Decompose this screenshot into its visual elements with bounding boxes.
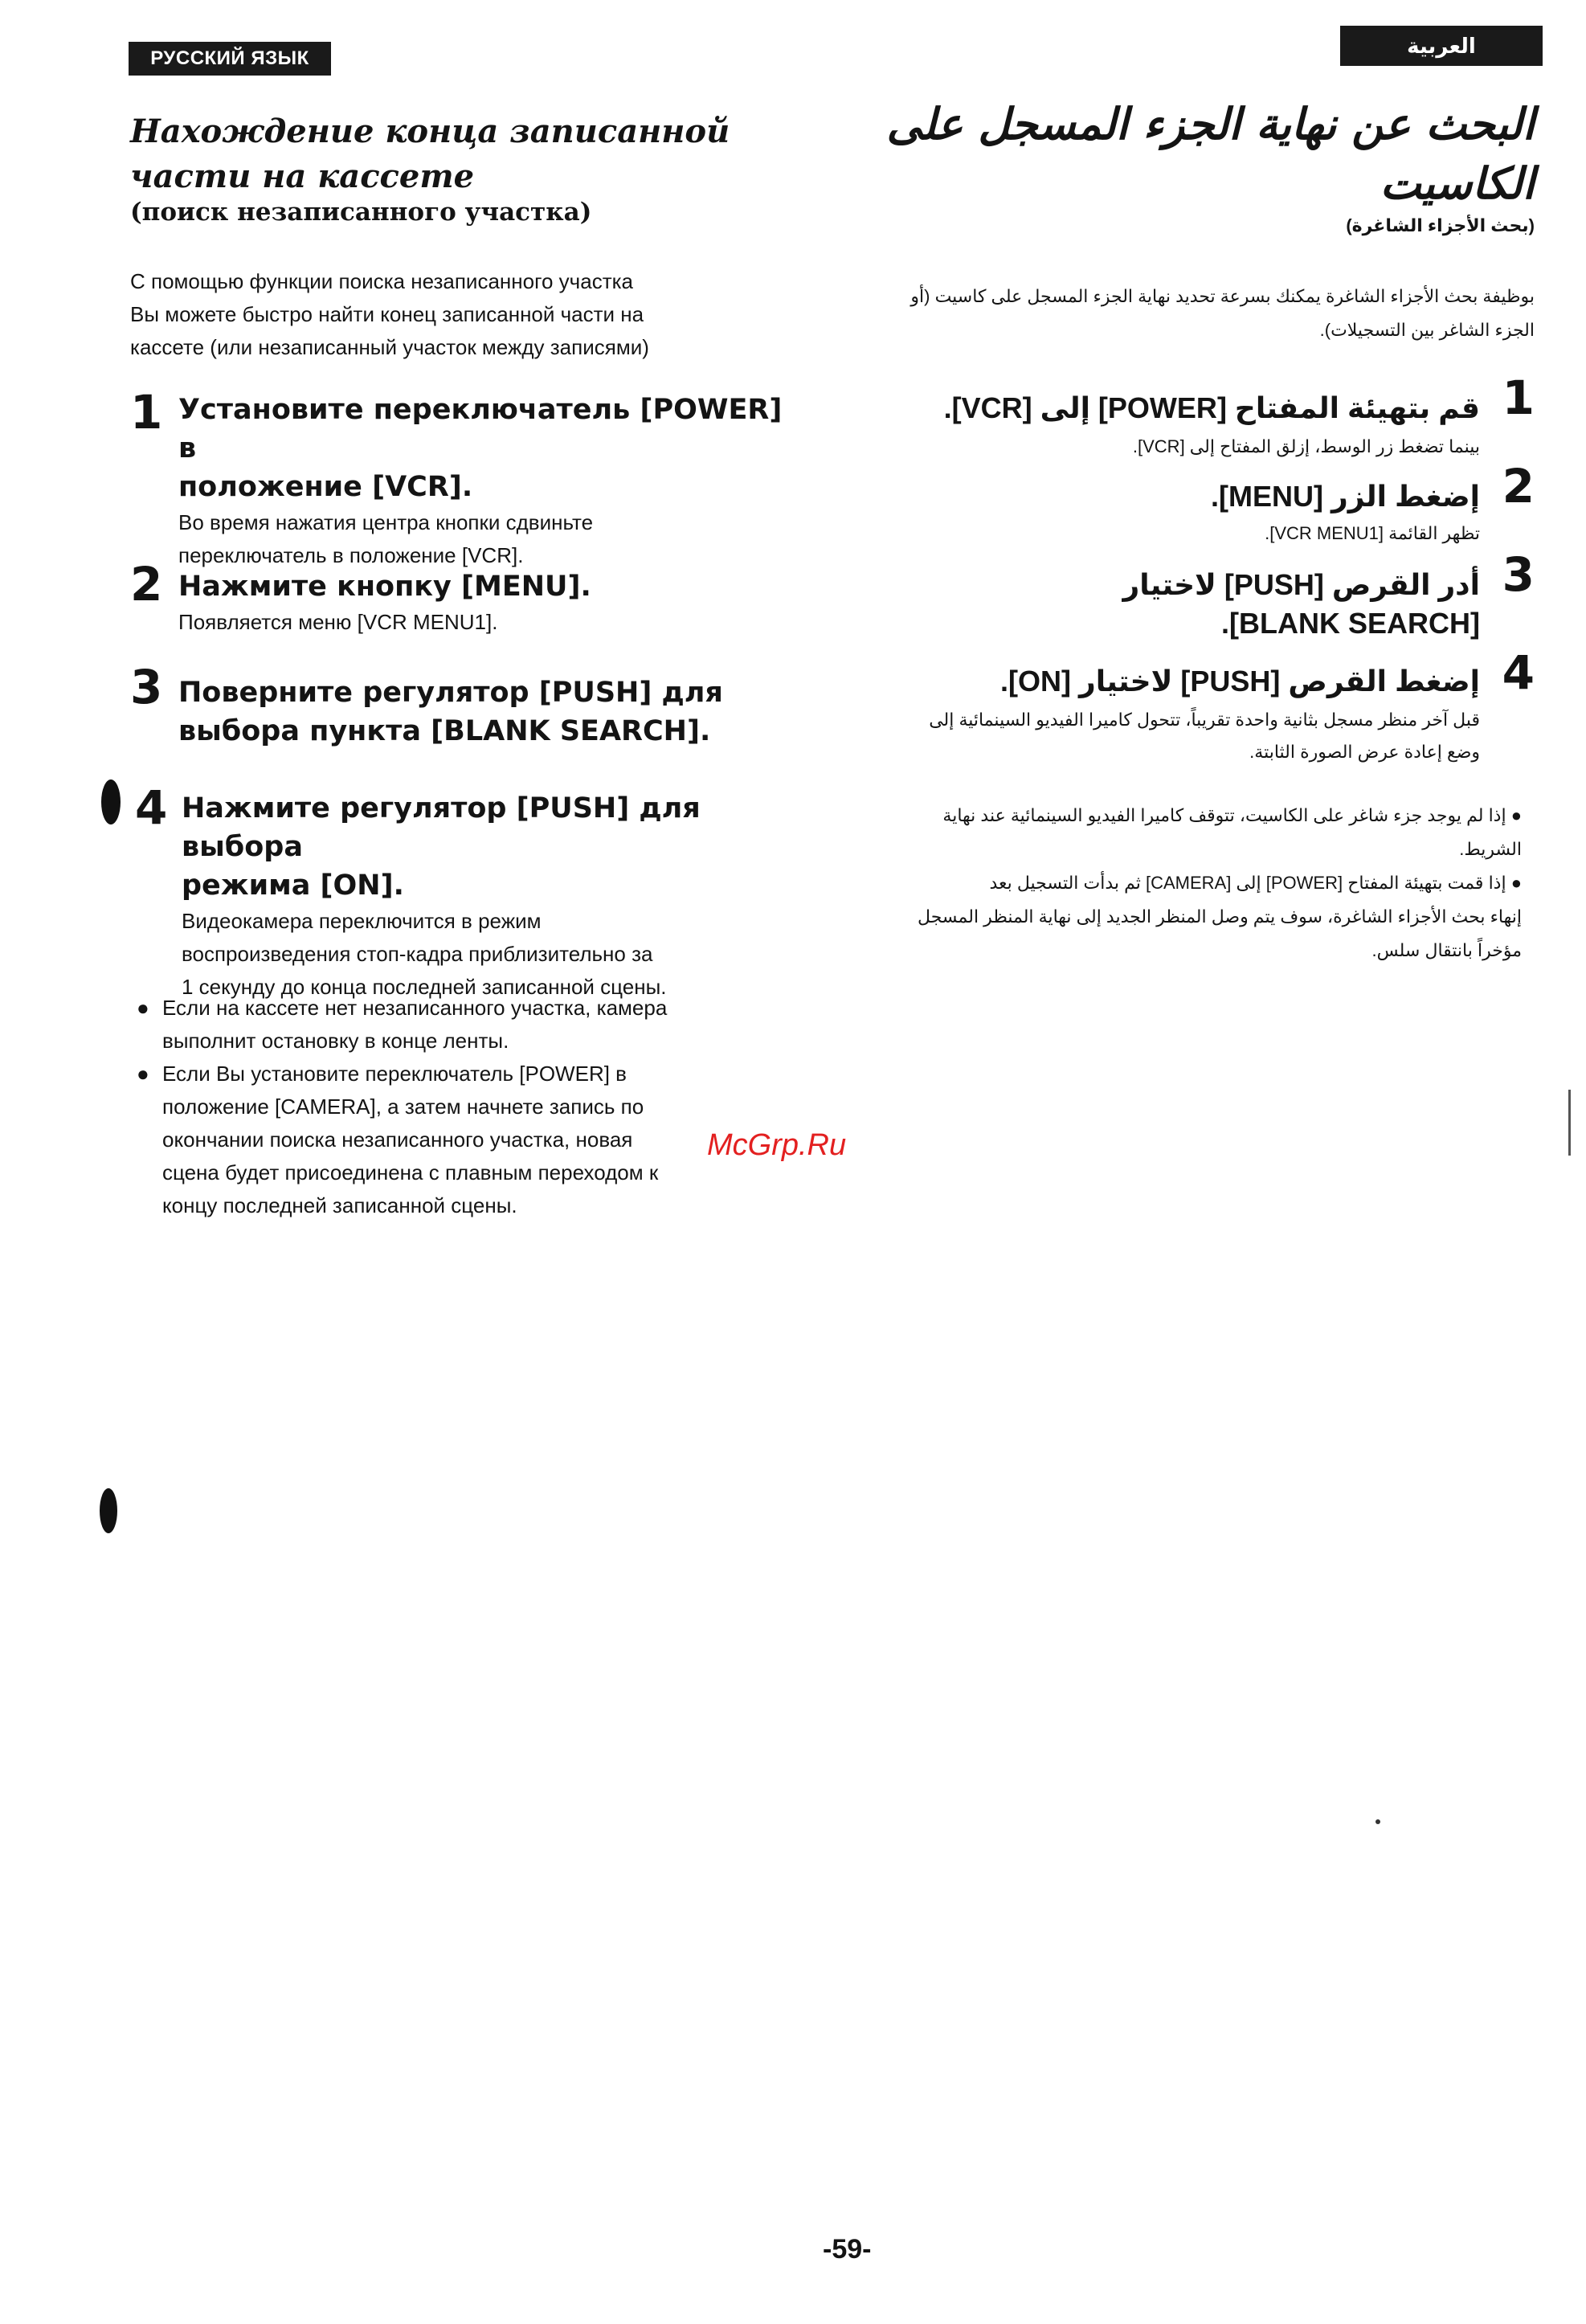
ar-step-number: 4 xyxy=(1502,645,1535,700)
ru-intro-line: Вы можете быстро найти конец записанной части на xyxy=(130,302,644,326)
ar-step-heading: إضغط القرص [PUSH] لاختيار [ON]. xyxy=(1000,665,1480,698)
ru-intro xyxy=(130,265,789,364)
ar-note-text: إذا لم يوجد جزء شاغر على الكاسيت، تتوقف كاميرا الفيديو السينمائية عند نهاية xyxy=(942,805,1506,825)
ru-note-item xyxy=(137,1058,795,1222)
ar-step-heading xyxy=(901,566,1480,643)
ar-note-item xyxy=(895,799,1522,866)
ru-step-number: 2 xyxy=(130,557,163,612)
ru-step-4 xyxy=(182,789,808,1004)
ar-title-line: البحث عن نهاية الجزء المسجل على xyxy=(886,99,1535,149)
ar-step-number: 3 xyxy=(1502,547,1535,602)
ru-step-heading: выбора пункта [BLANK SEARCH]. xyxy=(178,715,711,747)
ar-note-text: إذا قمت بتهيئة المفتاح [POWER] إلى [CAMERA] ثم بدأت التسجيل بعد xyxy=(989,873,1506,893)
bullet-icon: ● xyxy=(1506,873,1522,893)
ru-note-line: Если Вы установите переключатель [POWER] в xyxy=(162,1062,627,1086)
ru-step-note: 1 секунду до конца последней записанной сцены. xyxy=(182,975,667,999)
ru-intro-line: кассете (или незаписанный участок между записями) xyxy=(130,335,649,359)
ru-step-2 xyxy=(178,567,805,639)
ru-title-line: части на кассете xyxy=(130,158,475,195)
ru-step-heading: Установите переключатель [POWER] в xyxy=(178,394,783,464)
ru-step-heading: Нажмите кнопку [MENU]. xyxy=(178,571,591,603)
binding-hole-mark xyxy=(101,779,121,824)
ru-note-line: сцена будет присоединена с плавным переходом к xyxy=(162,1160,659,1185)
ar-intro-line: الجزء الشاغر بين التسجيلات). xyxy=(1319,320,1535,340)
ru-note-item xyxy=(137,992,795,1058)
ru-title xyxy=(130,109,789,199)
ar-step-number: 1 xyxy=(1502,370,1535,425)
margin-line xyxy=(1568,1090,1571,1156)
language-tag-russian: РУССКИЙ ЯЗЫК xyxy=(129,42,331,76)
ru-step-number: 3 xyxy=(130,660,163,714)
ru-step-number: 4 xyxy=(135,780,168,835)
ru-step-1 xyxy=(178,391,805,572)
ar-step-number: 2 xyxy=(1502,459,1535,513)
page-number: -59- xyxy=(823,2234,872,2265)
ar-note-line: الشريط. xyxy=(1459,839,1522,859)
ru-step-heading: режима [ON]. xyxy=(182,869,404,902)
ar-title-line: الكاسيت xyxy=(1380,158,1535,209)
ar-notes xyxy=(895,799,1522,968)
scan-speck xyxy=(1375,1819,1380,1824)
bullet-icon: ● xyxy=(137,1062,149,1086)
ar-step-note-line: قبل آخر منظر مسجل بثانية واحدة تقريباً، تتحول كاميرا الفيديو السينمائية إلى xyxy=(929,710,1480,730)
ru-note-line: концу последней записанной сцены. xyxy=(162,1193,517,1217)
ar-note-line: إنهاء بحث الأجزاء الشاغرة، سوف يتم وصل المنظر الجديد إلى نهاية المنظر المسجل xyxy=(918,906,1522,927)
ru-step-note: воспроизведения стоп-кадра приблизительно за xyxy=(182,942,653,966)
ru-notes xyxy=(137,992,795,1222)
ar-step-note: بينما تضغط زر الوسط، إزلق المفتاح إلى [VCR]. xyxy=(1132,436,1480,456)
ru-step-number: 1 xyxy=(130,385,163,440)
ar-intro-line: بوظيفة بحث الأجزاء الشاغرة يمكنك بسرعة تحديد نهاية الجزء المسجل على كاسيت (أو xyxy=(910,286,1535,306)
ar-subtitle: (بحث الأجزاء الشاغرة) xyxy=(1346,215,1535,235)
ar-note-item xyxy=(895,866,1522,968)
ru-note-line: положение [CAMERA], а затем начнете запись по xyxy=(162,1094,644,1119)
ru-note-line: окончании поиска незаписанного участка, новая xyxy=(162,1127,633,1152)
ru-step-heading: Поверните регулятор [PUSH] для xyxy=(178,677,723,709)
ar-step-heading: إضغط الزر [MENU]. xyxy=(1211,480,1480,513)
ar-step-heading-line: [BLANK SEARCH]. xyxy=(1221,607,1480,640)
ar-step-heading-line: أدر القرص [PUSH] لاختيار xyxy=(1122,568,1480,601)
ru-step-note: Видеокамера переключится в режим xyxy=(182,909,542,933)
ru-step-note: переключатель в положение [VCR]. xyxy=(178,543,524,567)
bullet-icon: ● xyxy=(137,996,149,1020)
ru-subtitle: (поиск незаписанного участка) xyxy=(130,198,592,227)
ru-step-heading: Нажмите регулятор [PUSH] для выбора xyxy=(182,792,701,863)
ar-note-line: مؤخراً بانتقال سلس. xyxy=(1371,940,1522,960)
bullet-icon: ● xyxy=(1506,805,1522,825)
ru-note-line: выполнит остановку в конце ленты. xyxy=(162,1029,509,1053)
ar-note-line xyxy=(895,866,1522,900)
ar-intro xyxy=(892,280,1535,347)
ar-step-note: تظهر القائمة [VCR MENU1]. xyxy=(1265,523,1480,543)
watermark: McGrp.Ru xyxy=(707,1128,847,1162)
ar-title xyxy=(844,95,1535,214)
ru-intro-line: С помощью функции поиска незаписанного участка xyxy=(130,269,634,293)
ru-note-line: Если на кассете нет незаписанного участка, камера xyxy=(162,996,668,1020)
ru-step-3 xyxy=(178,673,805,751)
ar-step-note xyxy=(901,704,1480,768)
ru-step-heading: положение [VCR]. xyxy=(178,471,473,503)
ru-title-line: Нахождение конца записанной xyxy=(130,113,730,150)
ru-step-note: Появляется меню [VCR MENU1]. xyxy=(178,610,498,634)
binding-hole-mark xyxy=(100,1488,117,1533)
ar-step-heading: قم بتهيئة المفتاح [POWER] إلى [VCR]. xyxy=(943,391,1480,424)
language-tag-arabic: العربية xyxy=(1340,26,1543,66)
ru-step-note: Во время нажатия центра кнопки сдвиньте xyxy=(178,510,594,534)
ar-note-line xyxy=(895,799,1522,833)
ar-step-note-line: وضع إعادة عرض الصورة الثابتة. xyxy=(1249,742,1480,762)
